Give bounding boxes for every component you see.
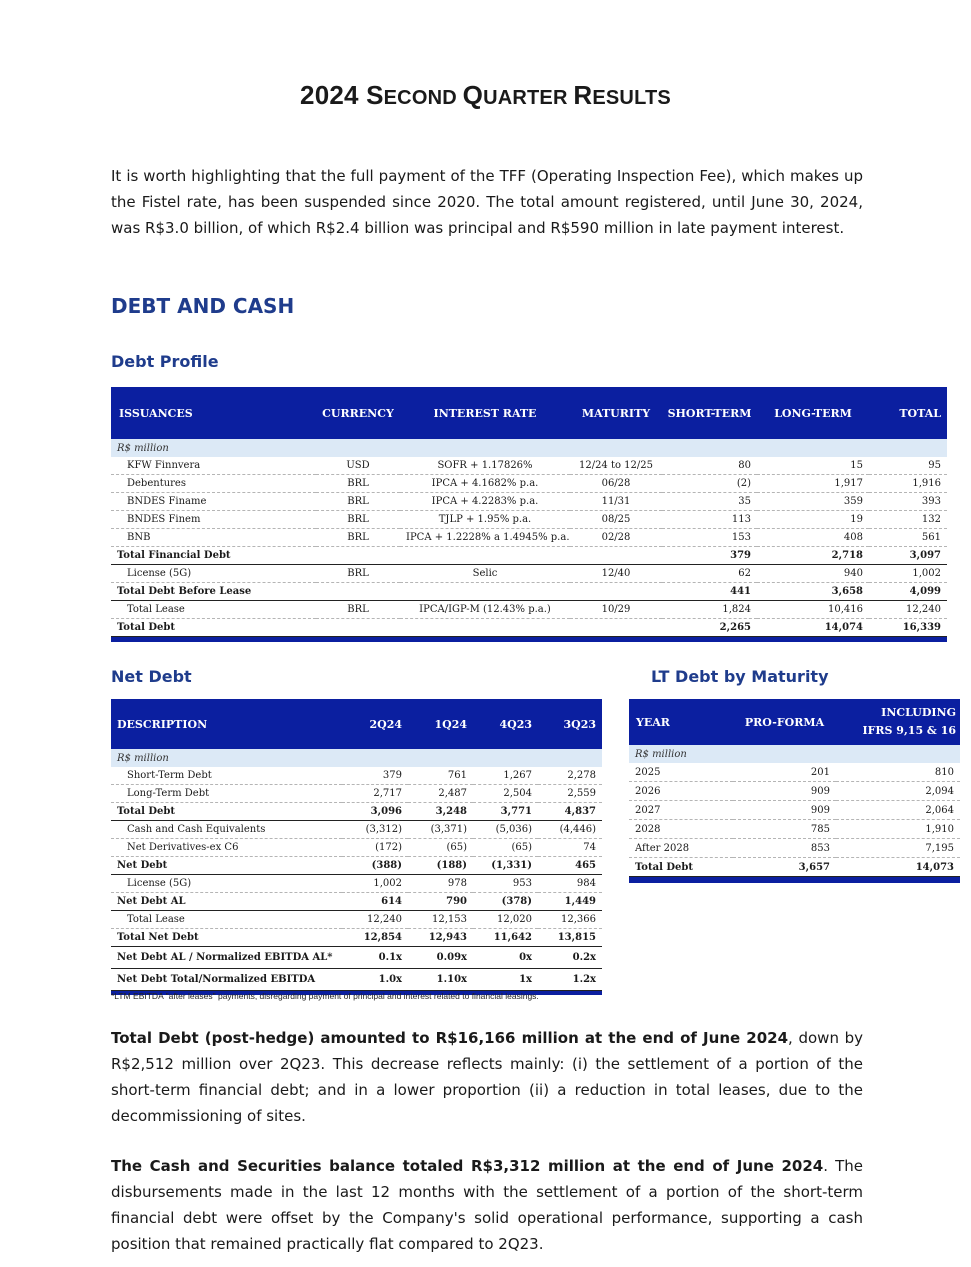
total-row — [111, 547, 947, 565]
section-heading-debt-and-cash: DEBT AND CASH — [111, 294, 295, 318]
table-cell: 408 — [757, 529, 869, 547]
table-cell: 2,094 — [836, 782, 960, 801]
table-cell: IPCA + 4.2283% p.a. — [400, 493, 570, 511]
page-title: 2024 SECOND QUARTER RESULTS — [300, 80, 671, 110]
table-cell: 3,771 — [473, 803, 538, 821]
table-cell: 1,917 — [757, 475, 869, 493]
table-cell: 0x — [473, 947, 538, 969]
table-cell: 978 — [408, 875, 473, 893]
table-cell: 80 — [662, 457, 757, 475]
col-total: TOTAL — [869, 387, 947, 439]
table-cell — [400, 547, 570, 565]
table-row — [111, 565, 947, 583]
table-row — [111, 785, 602, 803]
table-row — [629, 763, 960, 782]
table-cell: 08/25 — [570, 511, 662, 529]
col-maturity: MATURITY — [570, 387, 662, 439]
table-bottom-bar — [111, 637, 947, 642]
table-cell: Net Derivatives-ex C6 — [111, 839, 342, 857]
table-cell: 1x — [473, 969, 538, 991]
table-cell: 379 — [662, 547, 757, 565]
table-cell: 810 — [836, 763, 960, 782]
table-cell: 06/28 — [570, 475, 662, 493]
col-3q23: 3Q23 — [538, 699, 602, 749]
intro-paragraph: It is worth highlighting that the full payment of the TFF (Operating Inspection Fee), which makes up the Fistel rate, has been suspended since 2020. The total amount registered, until June 30, 2024, was R$3.0 billion, of which R$2.4 billion was principal and R$590 million in late payment interest. — [111, 167, 863, 237]
table-cell: 4,099 — [869, 583, 947, 601]
table-cell: 2,718 — [757, 547, 869, 565]
col-1q24: 1Q24 — [408, 699, 473, 749]
table-cell: Total Debt — [111, 619, 316, 637]
col-interest-rate: INTEREST RATE — [400, 387, 570, 439]
table-cell: 14,073 — [836, 858, 960, 877]
table-cell: SOFR + 1.17826% — [400, 457, 570, 475]
table-cell: 909 — [733, 801, 836, 820]
table-cell: 13,815 — [538, 929, 602, 947]
table-cell: 12,020 — [473, 911, 538, 929]
table-cell: 12/40 — [570, 565, 662, 583]
table-cell: 12,943 — [408, 929, 473, 947]
table-cell: Long-Term Debt — [111, 785, 342, 803]
table-cell: IPCA + 4.1682% p.a. — [400, 475, 570, 493]
table-cell: Net Debt — [111, 857, 342, 875]
col-currency: CURRENCY — [316, 387, 400, 439]
table-cell: 19 — [757, 511, 869, 529]
table-cell: License (5G) — [111, 875, 342, 893]
table-row — [111, 911, 602, 929]
table-cell: Short-Term Debt — [111, 767, 342, 785]
table-cell: BRL — [316, 565, 400, 583]
table-cell: TJLP + 1.95% p.a. — [400, 511, 570, 529]
table-cell: 3,096 — [342, 803, 408, 821]
debt-profile-table — [111, 387, 947, 642]
table-cell: 984 — [538, 875, 602, 893]
table-row — [111, 821, 602, 839]
table-cell: 1,824 — [662, 601, 757, 619]
total-row — [111, 929, 602, 947]
table-cell: (172) — [342, 839, 408, 857]
table-cell: BNDES Finame — [111, 493, 316, 511]
table-cell: IPCA + 1.2228% a 1.4945% p.a. — [400, 529, 570, 547]
table-cell: 153 — [662, 529, 757, 547]
unit-label: R$ million — [111, 749, 602, 767]
table-cell: (65) — [473, 839, 538, 857]
table-cell: (388) — [342, 857, 408, 875]
table-cell: 2,265 — [662, 619, 757, 637]
table-row — [629, 782, 960, 801]
table-cell: Total Net Debt — [111, 929, 342, 947]
table-cell: 2,504 — [473, 785, 538, 803]
table-cell: 11,642 — [473, 929, 538, 947]
table-cell: Total Debt — [111, 803, 342, 821]
table-cell: 2026 — [629, 782, 733, 801]
table-cell: (4,446) — [538, 821, 602, 839]
table-cell — [400, 619, 570, 637]
table-cell: 359 — [757, 493, 869, 511]
table-cell: 2,559 — [538, 785, 602, 803]
table-cell: 785 — [733, 820, 836, 839]
table-cell: (2) — [662, 475, 757, 493]
table-cell: 10/29 — [570, 601, 662, 619]
total-row — [629, 858, 960, 877]
table-cell: 12,153 — [408, 911, 473, 929]
table-cell: 62 — [662, 565, 757, 583]
col-4q23: 4Q23 — [473, 699, 538, 749]
col-issuances: ISSUANCES — [111, 387, 316, 439]
table-cell: 2027 — [629, 801, 733, 820]
table-cell: 0.1x — [342, 947, 408, 969]
table-row — [111, 475, 947, 493]
table-cell: 0.09x — [408, 947, 473, 969]
table-cell: 940 — [757, 565, 869, 583]
table-row — [111, 767, 602, 785]
table-cell: (3,312) — [342, 821, 408, 839]
table-cell: 12,240 — [869, 601, 947, 619]
table-cell: 790 — [408, 893, 473, 911]
table-cell: 0.2x — [538, 947, 602, 969]
total-row — [111, 857, 602, 875]
table-cell: 1.2x — [538, 969, 602, 991]
table-cell: (378) — [473, 893, 538, 911]
table-cell: 16,339 — [869, 619, 947, 637]
table-cell: 113 — [662, 511, 757, 529]
table-cell: (65) — [408, 839, 473, 857]
table-cell: 3,248 — [408, 803, 473, 821]
table-cell: 1,916 — [869, 475, 947, 493]
table-cell: BRL — [316, 475, 400, 493]
col-year: YEAR — [629, 699, 733, 745]
table-cell: BRL — [316, 601, 400, 619]
table-cell — [316, 547, 400, 565]
table-row — [111, 457, 947, 475]
table-cell — [400, 583, 570, 601]
table-cell: 441 — [662, 583, 757, 601]
table-cell: 132 — [869, 511, 947, 529]
table-cell: 14,074 — [757, 619, 869, 637]
ratio-row — [111, 947, 602, 969]
table-cell: Debentures — [111, 475, 316, 493]
table-cell: Total Lease — [111, 911, 342, 929]
unit-label: R$ million — [111, 439, 947, 457]
table-row — [111, 839, 602, 857]
cash-paragraph: The Cash and Securities balance totaled R$3,312 million at the end of June 2024. The disbursements made in the last 12 months with the settlement of a portion of the short-term financial debt were offset by the Company's solid operational performance, supporting a cash position that remained practically flat compared to 2Q23. — [111, 1157, 863, 1253]
table-cell: Net Debt AL / Normalized EBITDA AL* — [111, 947, 342, 969]
table-row — [111, 529, 947, 547]
table-cell: 1,449 — [538, 893, 602, 911]
unit-label: R$ million — [629, 745, 960, 763]
table-cell: 201 — [733, 763, 836, 782]
col-short-term: SHORT-TERM — [662, 387, 757, 439]
table-cell: 761 — [408, 767, 473, 785]
lt-debt-table — [629, 699, 960, 883]
table-cell: 4,837 — [538, 803, 602, 821]
table-cell: Selic — [400, 565, 570, 583]
table-cell: After 2028 — [629, 839, 733, 858]
total-debt-paragraph: Total Debt (post-hedge) amounted to R$16,166 million at the end of June 2024, down by R$2,512 million over 2Q23. This decrease reflects mainly: (i) the settlement of a portion of the short-term financial debt; and in a lower proportion (ii) a reduction in total leases, due to the decommissioning of sites. — [111, 1029, 864, 1125]
table-cell: BNB — [111, 529, 316, 547]
table-cell: 12,854 — [342, 929, 408, 947]
table-cell: 1.0x — [342, 969, 408, 991]
table-cell: 12/24 to 12/25 — [570, 457, 662, 475]
total-row — [111, 619, 947, 637]
table-cell: 561 — [869, 529, 947, 547]
table-cell: 02/28 — [570, 529, 662, 547]
table-cell: 393 — [869, 493, 947, 511]
table-cell: 909 — [733, 782, 836, 801]
table-cell — [316, 583, 400, 601]
table-cell: 2,717 — [342, 785, 408, 803]
table-cell — [570, 583, 662, 601]
table-row — [111, 875, 602, 893]
table-cell: 3,657 — [733, 858, 836, 877]
total-row — [111, 893, 602, 911]
table-row — [629, 820, 960, 839]
ratio-row — [111, 969, 602, 991]
table-cell: Net Debt AL — [111, 893, 342, 911]
table-cell: 7,195 — [836, 839, 960, 858]
table-cell: 11/31 — [570, 493, 662, 511]
table-cell: 2025 — [629, 763, 733, 782]
table-cell: (188) — [408, 857, 473, 875]
table-cell: Total Financial Debt — [111, 547, 316, 565]
table-cell: 465 — [538, 857, 602, 875]
table-cell: BRL — [316, 493, 400, 511]
table-cell — [570, 547, 662, 565]
table-cell: (5,036) — [473, 821, 538, 839]
table-row — [111, 493, 947, 511]
table-row — [111, 511, 947, 529]
table-cell: BRL — [316, 511, 400, 529]
table-cell: 95 — [869, 457, 947, 475]
table-cell: 2028 — [629, 820, 733, 839]
table-cell: 1.10x — [408, 969, 473, 991]
table-cell: 74 — [538, 839, 602, 857]
table-cell: 1,910 — [836, 820, 960, 839]
table-cell: Total Debt — [629, 858, 733, 877]
col-including-ifrs: INCLUDING IFRS 9,15 & 16 — [836, 699, 960, 745]
table-cell: 3,658 — [757, 583, 869, 601]
table-cell: Total Debt Before Lease — [111, 583, 316, 601]
table-cell: 379 — [342, 767, 408, 785]
table-cell: Net Debt Total/Normalized EBITDA — [111, 969, 342, 991]
net-debt-table — [111, 699, 602, 995]
total-row — [111, 803, 602, 821]
table-cell — [316, 619, 400, 637]
table-cell: Cash and Cash Equivalents — [111, 821, 342, 839]
table-cell: 1,267 — [473, 767, 538, 785]
table-row — [629, 839, 960, 858]
table-cell: 2,064 — [836, 801, 960, 820]
debt-profile-heading: Debt Profile — [111, 352, 219, 371]
footnote: *LTM EBITDA "after leases" payments, disregarding payment of principal and interest related to financial leasings. — [111, 991, 539, 1001]
lt-debt-heading: LT Debt by Maturity — [651, 667, 829, 686]
table-cell: 15 — [757, 457, 869, 475]
table-cell: KFW Finnvera — [111, 457, 316, 475]
net-debt-heading: Net Debt — [111, 667, 192, 686]
table-cell: 2,278 — [538, 767, 602, 785]
table-cell: BNDES Finem — [111, 511, 316, 529]
table-cell: 3,097 — [869, 547, 947, 565]
table-cell: Total Lease — [111, 601, 316, 619]
table-cell: IPCA/IGP-M (12.43% p.a.) — [400, 601, 570, 619]
total-row — [111, 583, 947, 601]
table-cell: 614 — [342, 893, 408, 911]
table-cell: 12,240 — [342, 911, 408, 929]
table-cell: BRL — [316, 529, 400, 547]
table-cell: 2,487 — [408, 785, 473, 803]
table-cell: License (5G) — [111, 565, 316, 583]
table-cell: 853 — [733, 839, 836, 858]
table-cell: USD — [316, 457, 400, 475]
table-cell — [570, 619, 662, 637]
table-row — [629, 801, 960, 820]
table-cell: 12,366 — [538, 911, 602, 929]
col-long-term: LONG-TERM — [757, 387, 869, 439]
table-row — [111, 601, 947, 619]
table-cell: 10,416 — [757, 601, 869, 619]
col-pro-forma: PRO-FORMA — [733, 699, 836, 745]
col-description: DESCRIPTION — [111, 699, 342, 749]
table-cell: (1,331) — [473, 857, 538, 875]
col-2q24: 2Q24 — [342, 699, 408, 749]
table-bottom-bar — [629, 877, 960, 883]
table-cell: (3,371) — [408, 821, 473, 839]
table-cell: 953 — [473, 875, 538, 893]
table-cell: 1,002 — [342, 875, 408, 893]
table-cell: 1,002 — [869, 565, 947, 583]
table-cell: 35 — [662, 493, 757, 511]
